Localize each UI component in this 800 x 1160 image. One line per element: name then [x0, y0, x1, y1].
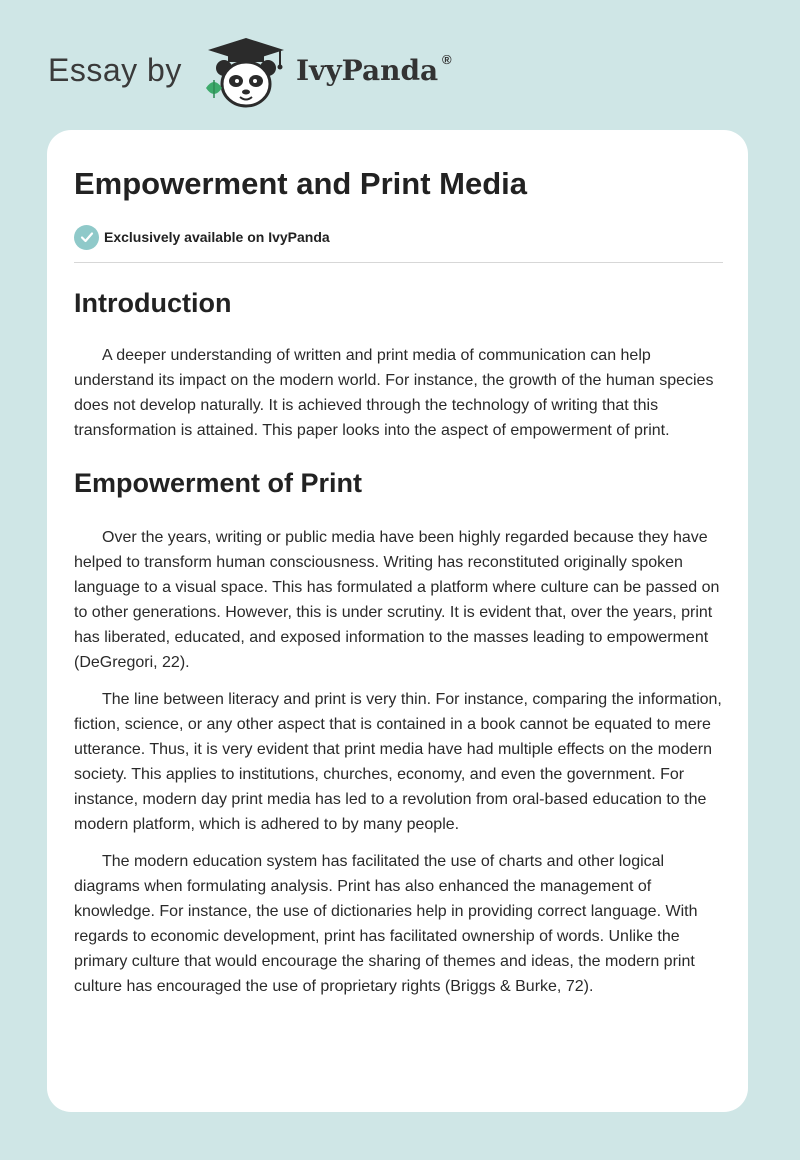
essay-content [74, 130, 723, 999]
section-heading-empowerment-of-print: Empowerment of Print [74, 468, 363, 498]
essay-by-label: Essay by [48, 52, 182, 88]
essay-card [47, 130, 748, 1112]
divider [74, 262, 723, 263]
check-icon [74, 225, 99, 250]
site-header [0, 0, 800, 130]
panda-graduate-icon [200, 36, 292, 110]
section-heading-introduction: Introduction [74, 288, 232, 318]
brand-name: IvyPanda [296, 54, 439, 87]
exclusive-badge [74, 224, 723, 250]
paragraph: Over the years, writing or public media have been highly regarded because they have helped to transform human consciousness. Writing has reconstituted originally spoken language to a visual space. This has formulated a platform where culture can be passed on to other generations. However, this is under scrutiny. It is evident that, over the years, print has liberated, educated, and exposed information to the masses leading to empowerment (DeGregori, 22). [74, 529, 720, 671]
page-title: Empowerment and Print Media [74, 166, 528, 201]
exclusive-label: Exclusively available on IvyPanda [104, 229, 330, 245]
paragraph: The line between literacy and print is very thin. For instance, comparing the information, fiction, science, or any other aspect that is contained in a book cannot be equated to mere utterance. Thus, it is very evident that print media have had multiple effects on the modern society. This applies to institutions, churches, economy, and even the government. For instance, modern day print media has led to a revolution from oral-based education to the modern platform, which is adhered to by many people. [74, 691, 722, 833]
paragraph: The modern education system has facilitated the use of charts and other logical diagrams when formulating analysis. Print has also enhanced the management of knowledge. For instance, the use of dictionaries help in providing correct language. With regards to economic development, print has facilitated ownership of words. Unlike the primary culture that would encourage the sharing of themes and ideas, the modern print culture has encouraged the use of proprietary rights (Briggs & Burke, 72). [74, 853, 698, 995]
registered-mark: ® [442, 52, 452, 67]
paragraph: A deeper understanding of written and print media of communication can help understand its impact on the modern world. For instance, the growth of the human species does not develop naturally. It is achieved through the technology of writing that this transformation is attained. This paper looks into the aspect of empowerment of print. [74, 347, 714, 439]
